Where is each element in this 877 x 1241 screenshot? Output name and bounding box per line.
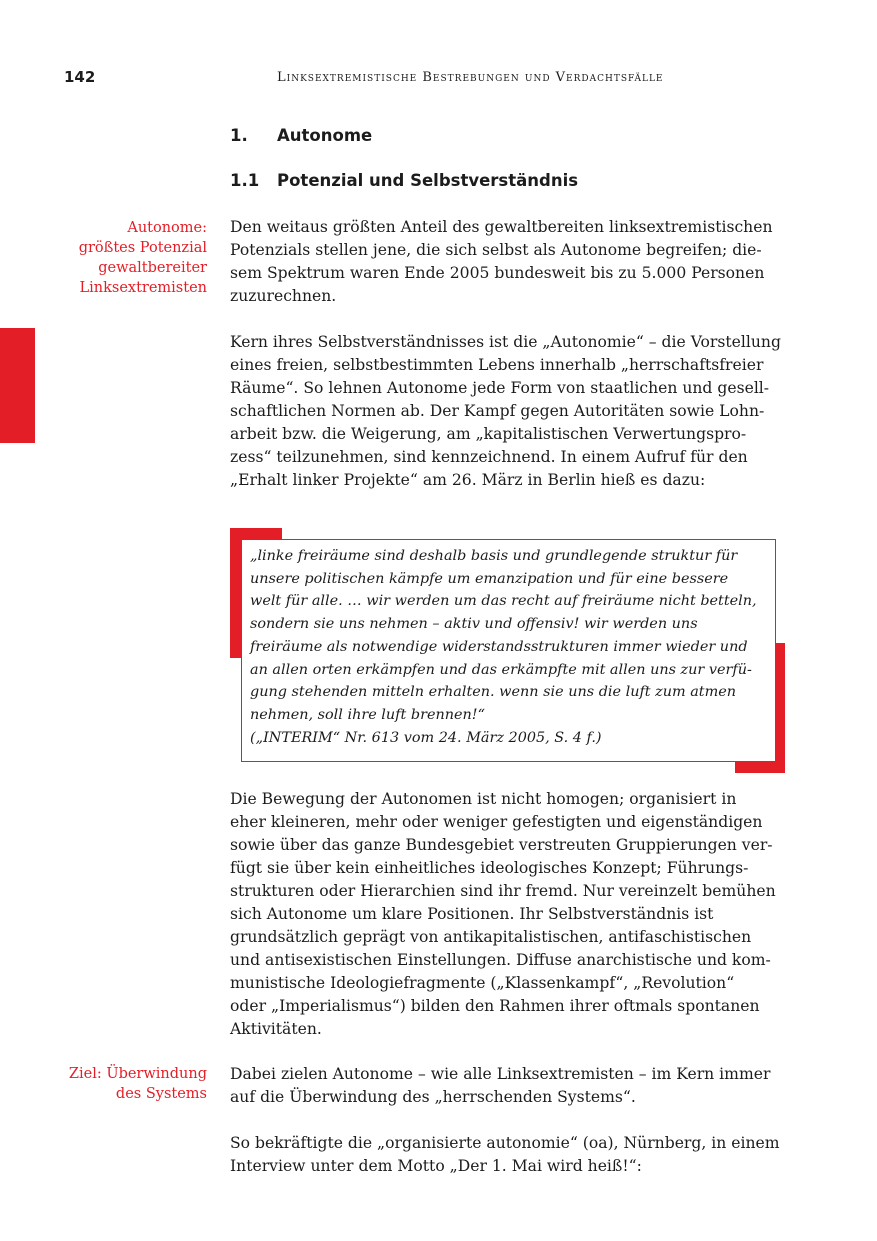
quote-source: („INTERIM“ Nr. 613 vom 24. März 2005, S. 4 f.) <box>250 729 602 746</box>
text-line: und antisexistischen Einstellungen. Diffuse anarchistische und kom- <box>230 951 771 969</box>
quote-line: nehmen, soll ihre luft brennen!“ <box>250 706 485 723</box>
paragraph-potenzial <box>230 216 790 308</box>
text-line: Kern ihres Selbstverständnisses ist die „Autonomie“ – die Vorstellung <box>230 333 781 351</box>
text-line: schaftlichen Normen ab. Der Kampf gegen Autoritäten sowie Lohn- <box>230 402 765 420</box>
section-title: Autonome <box>277 126 373 145</box>
section-number: 1.1 <box>230 171 260 190</box>
quote-line: freiräume als notwendige widerstandsstrukturen immer wieder und <box>250 638 748 655</box>
margin-note-line: größtes Potenzial <box>78 240 207 256</box>
paragraph-interview <box>230 1132 790 1178</box>
text-line: oder „Imperialismus“) bilden den Rahmen ihrer oftmals spontanen <box>230 997 760 1015</box>
text-line: „Erhalt linker Projekte“ am 26. März in Berlin hieß es dazu: <box>230 471 706 489</box>
paragraph-selbstverstaendnis <box>230 331 790 492</box>
text-line: strukturen oder Hierarchien sind ihr fremd. Nur vereinzelt bemühen <box>230 882 776 900</box>
text-line: eines freien, selbstbestimmten Lebens innerhalb „herrschaftsfreier <box>230 356 764 374</box>
text-line: Die Bewegung der Autonomen ist nicht homogen; organisiert in <box>230 790 737 808</box>
section-number: 1. <box>230 126 248 145</box>
section-heading-1 <box>230 126 372 145</box>
text-line: Dabei zielen Autonome – wie alle Linksextremisten – im Kern immer <box>230 1065 771 1083</box>
quote-line: „linke freiräume sind deshalb basis und grundlegende struktur für <box>250 548 738 564</box>
chapter-side-tab <box>0 328 35 443</box>
margin-note-line: gewaltbereiter <box>98 260 207 276</box>
text-line: auf die Überwindung des „herrschenden Systems“. <box>230 1088 636 1106</box>
text-line: Den weitaus größten Anteil des gewaltbereiten linksextremistischen <box>230 218 773 236</box>
margin-note-autonome <box>57 218 207 298</box>
quote-line: sondern sie uns nehmen – aktiv und offensiv! wir werden uns <box>250 616 698 633</box>
text-line: So bekräftigte die „organisierte autonomie“ (oa), Nürnberg, in einem <box>230 1134 780 1152</box>
text-line: sowie über das ganze Bundesgebiet verstreuten Gruppierungen ver- <box>230 836 773 854</box>
text-line: Räume“. So lehnen Autonome jede Form von staatlichen und gesell- <box>230 379 770 397</box>
text-line: arbeit bzw. die Weigerung, am „kapitalistischen Verwertungspro- <box>230 425 747 443</box>
margin-note-line: des Systems <box>115 1086 207 1102</box>
text-line: Potenzials stellen jene, die sich selbst als Autonome begreifen; die- <box>230 241 762 259</box>
section-heading-1-1 <box>230 171 578 190</box>
margin-note-ziel <box>57 1064 207 1104</box>
text-line: grundsätzlich geprägt von antikapitalistischen, antifaschistischen <box>230 928 752 946</box>
paragraph-bewegung <box>230 788 790 1041</box>
text-line: zuzurechnen. <box>230 287 337 305</box>
margin-note-line: Linksextremisten <box>79 280 207 296</box>
text-line: fügt sie über kein einheitliches ideologisches Konzept; Führungs- <box>230 859 749 877</box>
text-line: zess“ teilzunehmen, sind kennzeichnend. In einem Aufruf für den <box>230 448 748 466</box>
margin-note-line: Autonome: <box>127 220 207 236</box>
text-line: sich Autonome um klare Positionen. Ihr Selbstverständnis ist <box>230 905 714 923</box>
text-line: Interview unter dem Motto „Der 1. Mai wird heiß!“: <box>230 1157 642 1175</box>
quote-text <box>250 545 770 749</box>
paragraph-ziel <box>230 1063 790 1109</box>
quote-line: gung stehenden mitteln erhalten. wenn sie uns die luft zum atmen <box>250 684 737 701</box>
quote-line: an allen orten erkämpfen und das erkämpfte mit allen uns zur verfü- <box>250 661 752 678</box>
quote-line: welt für alle. … wir werden um das recht auf freiräume nicht betteln, <box>250 593 757 610</box>
text-line: munistische Ideologiefragmente („Klassenkampf“, „Revolution“ <box>230 974 735 992</box>
running-header-title: Linksextremistische Bestrebungen und Verdachtsfälle <box>277 70 664 85</box>
text-line: Aktivitäten. <box>230 1020 322 1038</box>
page-number: 142 <box>64 68 96 86</box>
text-line: eher kleineren, mehr oder weniger gefestigten und eigenständigen <box>230 813 763 831</box>
section-title: Potenzial und Selbstverständnis <box>277 171 579 190</box>
text-line: sem Spektrum waren Ende 2005 bundesweit bis zu 5.000 Personen <box>230 264 765 282</box>
margin-note-line: Ziel: Überwindung <box>68 1066 207 1082</box>
quote-line: unsere politischen kämpfe um emanzipation und für eine bessere <box>250 570 729 587</box>
